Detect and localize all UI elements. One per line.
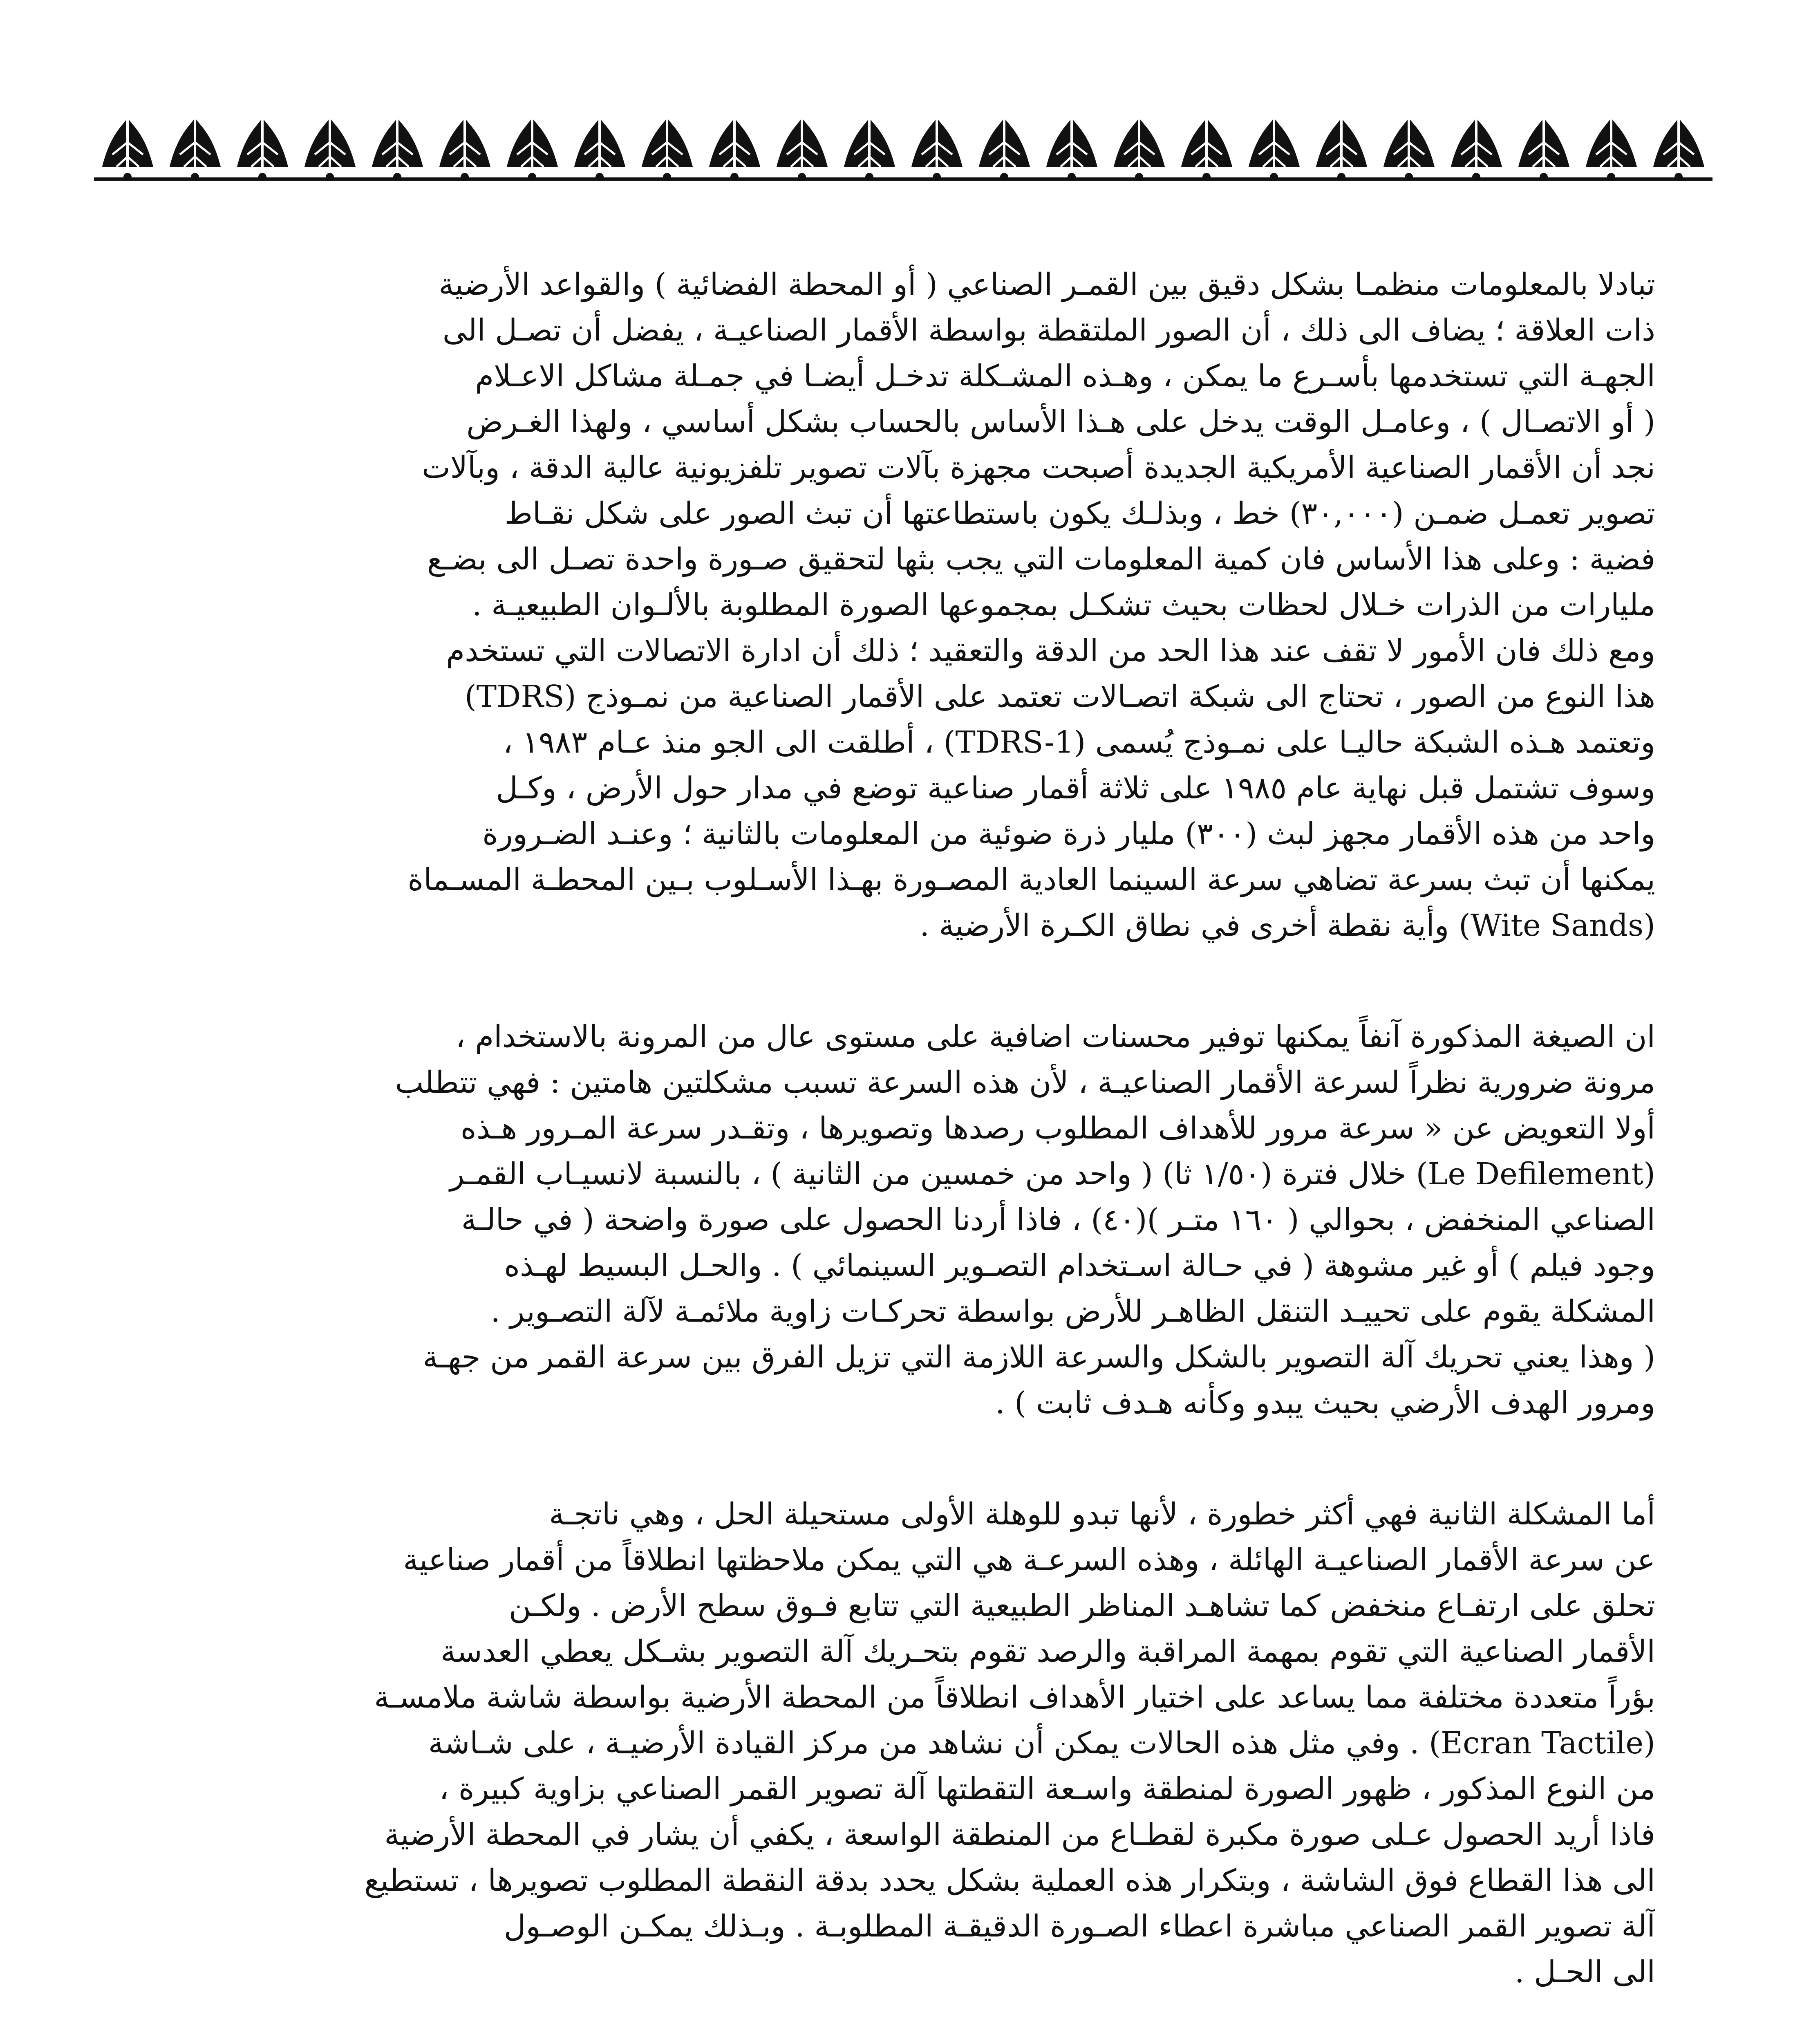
text-line: فاذا أريد الحصول عـلى صورة مكبرة لقطـاع من المنطقة الواسعة ، يكفي أن يشار في المحطة الأرضية xyxy=(384,1817,1655,1852)
text-line: مليارات من الذرات خـلال لحظات بحيث تشكـل بمجموعها الصورة المطلوبة بالألـوان الطبيعيـة . xyxy=(472,587,1655,623)
paragraph xyxy=(172,1491,1655,1995)
article-body xyxy=(172,262,1655,2044)
text-line: فضية : وعلى هذا الأساس فان كمية المعلومات التي يجب بثها لتحقيق صـورة واحدة تصـل الى بضـع xyxy=(427,542,1655,577)
text-line: الى الحـل . xyxy=(1515,1954,1655,1990)
text-line: تصوير تعمـل ضمـن (٣٠,٠٠٠) خط ، وبذلـك يكون باستطاعتها أن تبث الصور على شكل نقـاط xyxy=(504,496,1655,531)
text-line: الصناعي المنخفض ، بحوالي ( ١٦٠ متـر )(٤٠) ، فاذا أردنا الحصول على صورة واضحة ( في حالـة xyxy=(461,1202,1655,1237)
text-line: ومرور الهدف الأرضي بحيث يبدو وكأنه هـدف ثابت ) . xyxy=(995,1385,1655,1421)
text-line: أولا التعويض عن « سرعة مرور للأهداف المطلوب رصدها وتصويرها ، وتقـدر سرعة المـرور هـذه xyxy=(460,1111,1655,1146)
text-line: (Wite Sands) وأية نقطة أخرى في نطاق الكـرة الأرضية . xyxy=(920,908,1655,943)
paragraph xyxy=(172,262,1655,948)
text-line: ( أو الاتصـال ) ، وعامـل الوقت يدخل على هـذا الأساس بالحساب بشكل أساسي ، ولهذا الغـرض xyxy=(466,404,1655,439)
ornamental-header-border xyxy=(94,110,1713,183)
text-line: (Le Defilement) خلال فترة (١/٥٠ ثا) ( واحد من خمسين من الثانية ) ، بالنسبة لانسيـاب القمـر xyxy=(450,1156,1655,1192)
text-line: تبادلا بالمعلومات منظمـا بشكل دقيق بين القمـر الصناعي ( أو المحطة الفضائية ) والقواعد الأرضية xyxy=(439,267,1655,302)
text-line: ( وهذا يعني تحريك آلة التصوير بالشكل والسرعة اللازمة التي تزيل الفرق بين سرعة القمر من جهـة xyxy=(423,1340,1655,1375)
text-line: وجود فيلم ) أو غير مشوهة ( في حـالة اسـتخدام التصـوير السينمائي ) . والحـل البسيط لهـذه xyxy=(504,1248,1655,1283)
text-line: ذات العلاقة ؛ يضاف الى ذلك ، أن الصور الملتقطة بواسطة الأقمار الصناعيـة ، يفضل أن تصـل الى xyxy=(442,313,1655,348)
text-line: عن سرعة الأقمار الصناعيـة الهائلة ، وهذه السرعـة هي التي يمكن ملاحظتها انطلاقاً من أقمار صناعية xyxy=(403,1542,1655,1578)
text-line: تحلق على ارتفـاع منخفض كما تشاهـد المناظر الطبيعية التي تتابع فـوق سطح الأرض . ولكـن xyxy=(508,1588,1655,1623)
text-line: (Ecran Tactile) . وفي مثل هذه الحالات يمكن أن نشاهد من مركز القيادة الأرضيـة ، على شـاشة xyxy=(428,1726,1655,1761)
text-line: آلة تصوير القمر الصناعي مباشرة اعطاء الصـورة الدقيقـة المطلوبـة . وبـذلك يمكـن الوصـول xyxy=(504,1909,1655,1944)
text-line: نجد أن الأقمار الصناعية الأمريكية الجديدة أصبحت مجهزة بآلات تصوير تلفزيونية عالية الدقة ، وبآلات xyxy=(422,450,1655,485)
text-line: وتعتمد هـذه الشبكة حاليـا على نمـوذج يُسمى (TDRS-1) ، أطلقت الى الجو منذ عـام ١٩٨٣ ، xyxy=(503,725,1655,760)
text-line: ان الصيغة المذكورة آنفاً يمكنها توفير محسنات اضافية على مستوى عال من المرونة بالاستخدام ، xyxy=(455,1019,1655,1054)
paragraph xyxy=(172,1014,1655,1426)
text-line: وسوف تشتمل قبل نهاية عام ١٩٨٥ على ثلاثة أقمار صناعية توضع في مدار حول الأرض ، وكـل xyxy=(496,771,1655,806)
text-line: ومع ذلك فان الأمور لا تقف عند هذا الحد من الدقة والتعقيد ؛ ذلك أن ادارة الاتصالات التي تستخدم xyxy=(446,633,1655,668)
text-line: واحد من هذه الأقمار مجهز لبث (٣٠٠) مليار ذرة ضوئية من المعلومات بالثانية ؛ وعنـد الضـرورة xyxy=(482,816,1655,852)
text-line: المشكلة يقوم على تحييـد التنقل الظاهـر للأرض بواسطة تحركـات زاوية ملائمـة لآلة التصـوير . xyxy=(490,1294,1655,1329)
text-line: مرونة ضرورية نظراً لسرعة الأقمار الصناعيـة ، لأن هذه السرعة تسبب مشكلتين هامتين : فهي تتطلب xyxy=(395,1065,1655,1100)
text-line: من النوع المذكور ، ظهور الصورة لمنطقة واسـعة التقطتها آلة تصوير القمر الصناعي بزاوية كبيرة ، xyxy=(439,1771,1655,1806)
text-line: الجهـة التي تستخدمها بأسـرع ما يمكن ، وهـذه المشـكلة تدخـل أيضـا في جمـلة مشاكل الاعـلام xyxy=(475,359,1655,394)
text-line: بؤراً متعددة مختلفة مما يساعد على اختيار الأهداف انطلاقاً من المحطة الأرضية بواسطة شاشة ملامسـة xyxy=(374,1680,1655,1715)
text-line: الأقمار الصناعية التي تقوم بمهمة المراقبة والرصد تقوم بتحـريك آلة التصوير بشـكل يعطي العدسة xyxy=(441,1634,1655,1669)
text-line: يمكنها أن تبث بسرعة تضاهي سرعة السينما العادية المصـورة بهـذا الأسـلوب بـين المحطـة المسـماة xyxy=(407,862,1655,897)
text-line: أما المشكلة الثانية فهي أكثر خطورة ، لأنها تبدو للوهلة الأولى مستحيلة الحل ، وهي ناتجـة xyxy=(549,1497,1655,1532)
text-line: الى هذا القطاع فوق الشاشة ، وبتكرار هذه العملية بشكل يحدد بدقة النقطة المطلوب تصويرها ، تستطيع xyxy=(364,1863,1655,1898)
text-line: هذا النوع من الصور ، تحتاج الى شبكة اتصـالات تعتمد على الأقمار الصناعية من نمـوذج (TDRS) xyxy=(464,679,1655,714)
